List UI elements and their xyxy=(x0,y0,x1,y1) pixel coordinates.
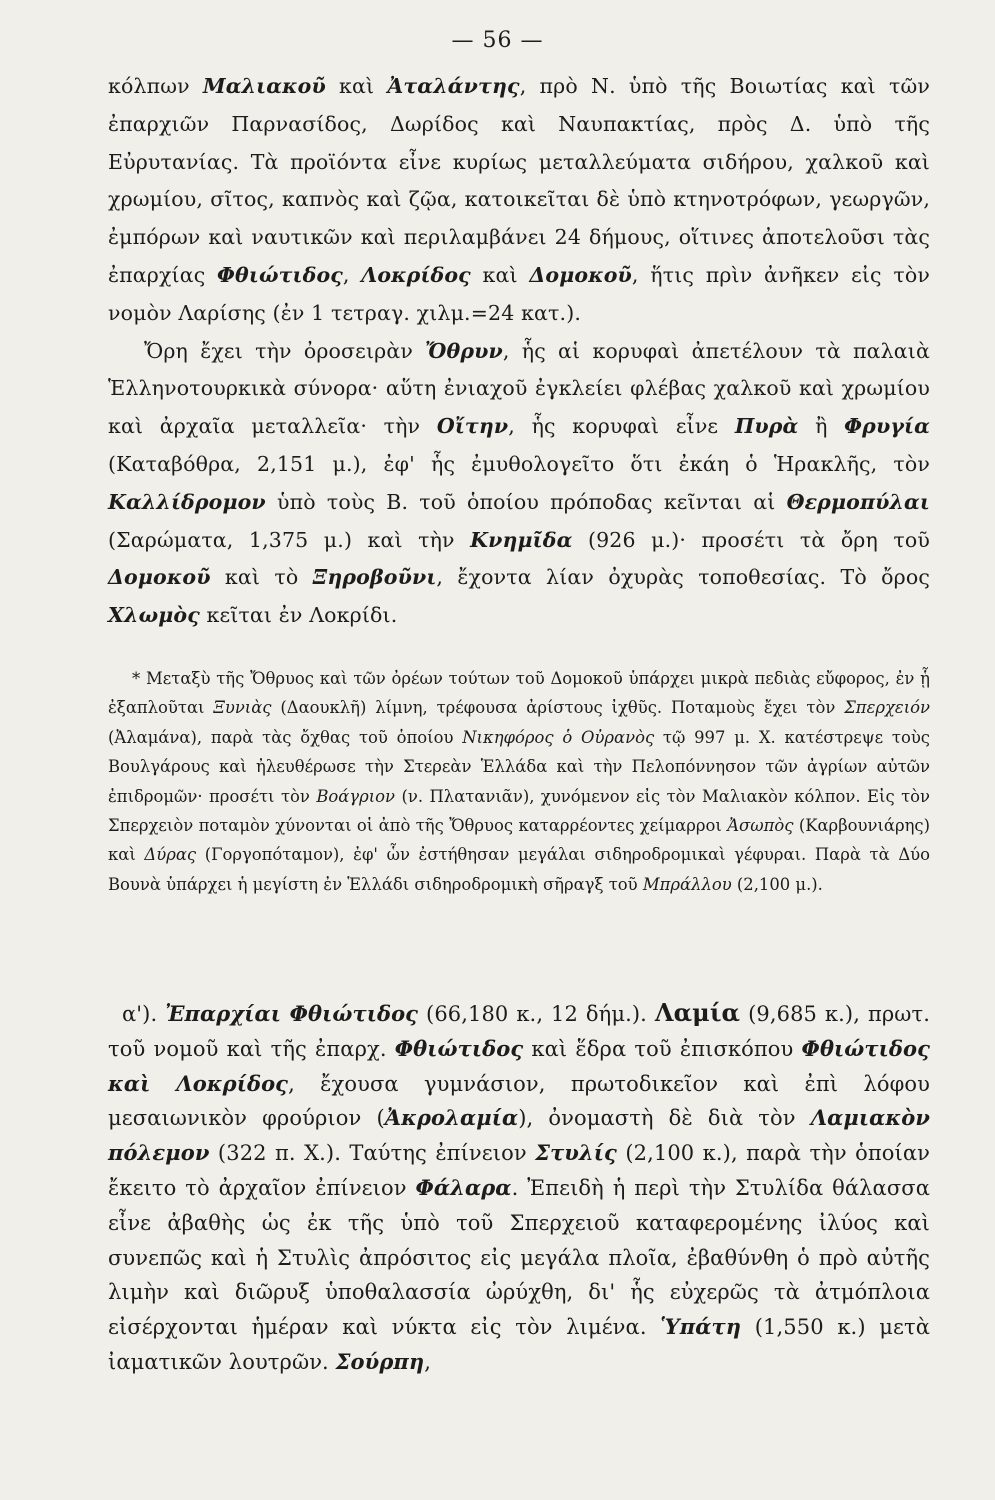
peak-frygia: Φρυγία xyxy=(844,414,931,439)
paragraph-fthiotida: α'). Ἐπαρχίαι Φθιώτιδος (66,180 κ., 12 δήμ.). Λαμία (9,685 κ.), πρωτ. τοῦ νομοῦ καὶ τῆς ἐπαρχ. Φθιώτιδος καὶ ἕδρα τοῦ ἐπισκόπου Φθιώτιδος καὶ Λοκρίδος, ἔχουσα γυμνάσιον, πρωτοδικεῖον καὶ ἐπὶ λόφου μεσαιωνικὸν φρούριον (Ἀκρολαμία), ὀνομαστὴ δὲ διὰ τὸν Λαμιακὸν πόλεμον (322 π. Χ.). Ταύτης ἐπίνειον Στυλίς (2,100 κ.), παρὰ τὴν ὁποίαν ἔκειτο τὸ ἀρχαῖον ἐπίνειον Φάλαρα. Ἐπειδὴ ἡ περὶ τὴν Στυλίδα θάλασσα εἶνε ἀβαθὴς ὡς ἐκ τῆς ὑπὸ τοῦ Σπερχειοῦ καταφερομένης ἰλύος καὶ συνεπῶς καὶ ἡ Στυλὶς ἀπρόσιτος εἰς μεγάλα πλοῖα, ἐβαθύνθη ὁ πρὸ αὐτῆς λιμὴν καὶ διῶρυξ ὑποθαλασσία ὠρύχθη, δι' ἧς εὐχερῶς τὰ ἀτμόπλοια εἰσέρχονται ἡμέραν καὶ νύκτα εἰς τὸν λιμένα. Ὑπάτη (1,550 κ.) μετὰ ἰαματικῶν λουτρῶν. Σούρπη, xyxy=(108,998,931,1374)
page-number: — 56 — xyxy=(451,28,544,53)
town-sourpi: Σούρπη xyxy=(335,1348,425,1374)
lake-xynias: Ξυνιὰς xyxy=(213,698,272,718)
section-fthiotida xyxy=(108,996,930,1380)
town-stylis: Στυλίς xyxy=(535,1140,617,1166)
town-lamia: Λαμία xyxy=(654,998,741,1027)
place-atalantis: Ἀταλάντης xyxy=(387,74,520,98)
main-text xyxy=(108,68,930,635)
footnote-text: * Μεταξὺ τῆς Ὄθρυος καὶ τῶν ὀρέων τούτων τοῦ Δομοκοῦ ὑπάρχει μικρὰ πεδιὰς εὔφορος, ἐν ᾗ ἐξαπλοῦται Ξυνιὰς (Δαουκλῆ) λίμνη, τρέφουσα ἀρίστους ἰχθῦς. Ποταμοὺς ἔχει τὸν Σπερχειόν (Ἀλαμάνα), παρὰ τὰς ὄχθας τοῦ ὁποίου Νικηφόρος ὁ Οὐρανὸς τῷ 997 μ. Χ. κατέστρεψε τοὺς Βουλγάρους καὶ ἠλευθέρωσε τὴν Στερεὰν Ἑλλάδα καὶ τὴν Πελοπόννησον τῶν ἀγρίων αὐτῶν ἐπιδρομῶν· προσέτι τὸν Βοάγριον (ν. Πλατανιᾶν), χυνόμενον εἰς τὸν Μαλιακὸν κόλπον. Εἰς τὸν Σπερχειὸν ποταμὸν χύνονται οἱ ἀπὸ τῆς Ὄθρυος καταρρέοντες χείμαρροι Ἀσωπὸς (Καρβουνιάρης) καὶ Δύρας (Γοργοπόταμον), ἐφ' ὧν ἐστήθησαν μεγάλαι σιδηροδρομικαὶ γέφυραι. Παρὰ τὰ Δύο Βουνὰ ὑπάρχει ἡ μεγίστη ἐν Ἑλλάδι σιδηροδρομικὴ σῆραγξ τοῦ Μπράλλου (2,100 μ.). xyxy=(108,669,931,894)
town-ypati: Ὑπάτη xyxy=(660,1314,742,1340)
river-spercheios: Σπερχειόν xyxy=(844,698,930,718)
place-falara: Φάλαρα xyxy=(415,1174,512,1200)
person-nikiforos: Νικηφόρος ὁ Οὐρανὸς xyxy=(462,727,655,747)
mountain-domokou: Δομοκοῦ xyxy=(108,565,211,590)
mountain-knimida: Κνημῖδα xyxy=(470,527,573,552)
mountain-kallidromon: Καλλίδρομον xyxy=(108,489,266,514)
river-asopos: Ἀσωπὸς xyxy=(727,816,794,836)
place-maliakou: Μαλιακοῦ xyxy=(202,74,326,98)
river-dyras: Δύρας xyxy=(144,845,197,865)
footnote-star: * xyxy=(132,669,141,688)
tunnel-brallou: Μπράλλου xyxy=(642,874,732,894)
place-fthiotidos: Φθιώτιδος xyxy=(217,262,343,287)
fortress-akrolamia: Ἀκρολαμία xyxy=(384,1105,519,1131)
place-thermopylai: Θερμοπύλαι xyxy=(786,489,930,514)
eparchy-fthiotidos: Φθιώτιδος xyxy=(394,1035,524,1061)
place-lokridos: Λοκρίδος xyxy=(361,262,471,287)
peak-pyra: Πυρὰ xyxy=(734,414,799,439)
mountain-chlomos: Χλωμὸς xyxy=(108,603,200,628)
river-voagrios: Βοάγριον xyxy=(316,786,395,806)
section-heading: Ἐπαρχίαι Φθιώτιδος xyxy=(165,1001,419,1026)
footnote xyxy=(108,664,930,899)
war-lamiakos: Λαμιακὸν πόλεμον xyxy=(108,1105,930,1166)
paragraph-province-borders: κόλπων Μαλιακοῦ καὶ Ἀταλάντης, πρὸ Ν. ὑπὸ τῆς Βοιωτίας καὶ τῶν ἐπαρχιῶν Παρνασίδος, Δωρίδος καὶ Ναυπακτίας, πρὸς Δ. ὑπὸ τῆς Εὐρυτανίας. Τὰ προϊόντα εἶνε κυρίως μεταλλεύματα σιδήρου, χαλκοῦ καὶ χρωμίου, σῖτος, καπνὸς καὶ ζῷα, κατοικεῖται δὲ ὑπὸ κτηνοτρόφων, γεωργῶν, ἐμπόρων καὶ ναυτικῶν καὶ περιλαμβάνει 24 δήμους, οἵτινες ἀποτελοῦσι τὰς ἐπαρχίας Φθιώτιδος, Λοκρίδος καὶ Δομοκοῦ, ἥτις πρὶν ἀνῆκεν εἰς τὸν νομὸν Λαρίσης (ἐν 1 τετραγ. χιλμ.=24 κατ.). xyxy=(108,74,930,325)
section-label: α'). xyxy=(122,1002,158,1026)
mountain-oiti: Οἴτην xyxy=(436,414,509,439)
mountain-xirovouni: Ξηροβοῦνι xyxy=(312,565,437,590)
bishopric-name: Φθιώτιδος καὶ Λοκρίδος xyxy=(108,1035,930,1096)
place-domokou: Δομοκοῦ xyxy=(529,262,632,287)
paragraph-mountains: Ὄρη ἔχει τὴν ὀροσειρὰν Ὄθρυν, ἧς αἱ κορυφαὶ ἀπετέλουν τὰ παλαιὰ Ἑλληνοτουρκικὰ σύνορα· αὕτη ἐνιαχοῦ ἐγκλείει φλέβας χαλκοῦ καὶ χρωμίου καὶ ἀρχαῖα μεταλλεῖα· τὴν Οἴτην, ἧς κορυφαὶ εἶνε Πυρὰ ἢ Φρυγία (Καταβόθρα, 2,151 μ.), ἐφ' ἧς ἐμυθολογεῖτο ὅτι ἐκάη ὁ Ἡρακλῆς, τὸν Καλλίδρομον ὑπὸ τοὺς Β. τοῦ ὁποίου πρόποδας κεῖνται αἱ Θερμοπύλαι (Σαρώματα, 1,375 μ.) καὶ τὴν Κνημῖδα (926 μ.)· προσέτι τὰ ὄρη τοῦ Δομοκοῦ καὶ τὸ Ξηροβοῦνι, ἔχοντα λίαν ὀχυρὰς τοποθεσίας. Τὸ ὄρος Χλωμὸς κεῖται ἐν Λοκρίδι. xyxy=(108,338,931,628)
mountain-othrys: Ὄθρυν xyxy=(425,338,503,363)
